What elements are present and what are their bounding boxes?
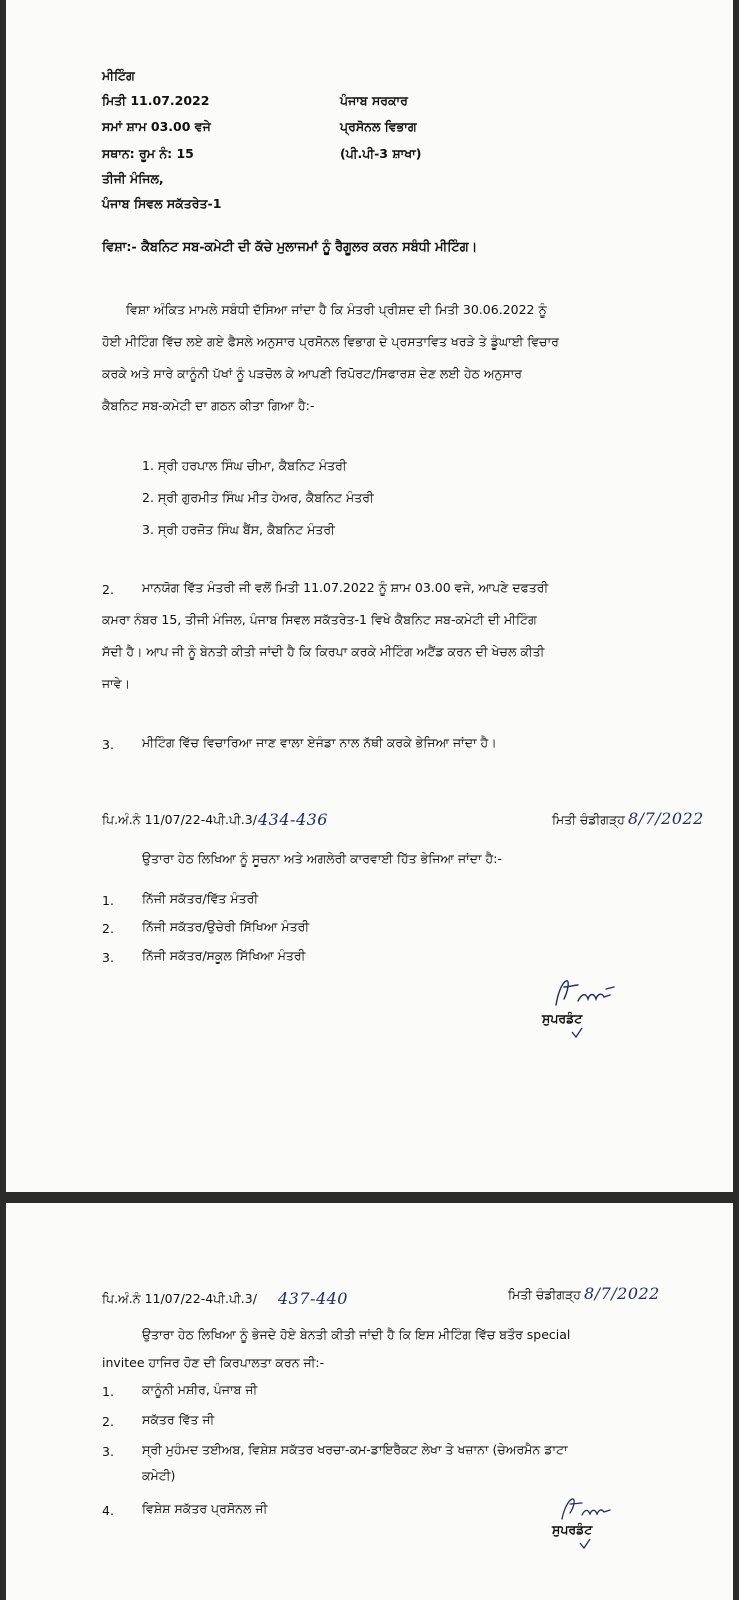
signature [556, 1495, 626, 1525]
recipient-text: ਨਿੱਜੀ ਸਕੱਤਰ/ਉਚੇਰੀ ਸਿੱਖਿਆ ਮੰਤਰੀ [142, 919, 310, 934]
signatory-title: ਸੁਪਰਡੰਟ [542, 1011, 583, 1026]
para2-line: ਸੱਦੀ ਹੈ। ਆਪ ਜੀ ਨੂੰ ਬੇਨਤੀ ਕੀਤੀ ਜਾਂਦੀ ਹੈ ਕਿ ਕਿਰਪਾ ਕਰਕੇ ਮੀਟਿੰਗ ਅਟੈਂਡ ਕਰਨ ਦੀ ਖੇਚਲ ਕੀਤੀ [102, 644, 545, 659]
para3-text: ਮੀਟਿੰਗ ਵਿੱਚ ਵਿਚਾਰਿਆ ਜਾਣ ਵਾਲਾ ਏਜੰਡਾ ਨਾਲ ਨੱਥੀ ਕਰਕੇ ਭੇਜਿਆ ਜਾਂਦਾ ਹੈ। [142, 735, 497, 750]
para2-line: ਜਾਵੇ। [102, 676, 130, 691]
check-mark [578, 1537, 592, 1551]
government-name: ਪੰਜਾਬ ਸਰਕਾਰ [340, 93, 408, 108]
invite-intro-line: invitee ਹਾਜਿਰ ਹੋਣ ਦੀ ਕਿਰਪਾਲਤਾ ਕਰਨ ਜੀ:- [102, 1355, 325, 1370]
endorsement-date-label: ਮਿਤੀ ਚੰਡੀਗੜ੍ਹ [552, 812, 625, 827]
para1-line: ਕੈਬਨਿਟ ਸਬ-ਕਮੇਟੀ ਦਾ ਗਠਨ ਕੀਤਾ ਗਿਆ ਹੈ:- [102, 398, 315, 413]
invitee-text: ਕਾਨੂੰਨੀ ਮਸ਼ੀਰ, ਪੰਜਾਬ ਜੀ [142, 1382, 258, 1397]
invitee-number: 1. [102, 1384, 114, 1399]
recipient-number: 2. [102, 921, 114, 936]
recipient-text: ਨਿੱਜੀ ਸਕੱਤਰ/ਸਕੂਲ ਸਿੱਖਿਆ ਮੰਤਰੀ [142, 948, 306, 963]
para2-number: 2. [102, 582, 114, 597]
meeting-building: ਪੰਜਾਬ ਸਿਵਲ ਸਕੱਤਰੇਤ-1 [102, 196, 222, 211]
document-page-2 [6, 1203, 733, 1600]
recipient-number: 3. [102, 950, 114, 965]
para3-number: 3. [102, 737, 114, 752]
recipient-number: 1. [102, 893, 114, 908]
meeting-time: ਸਮਾਂ ਸ਼ਾਮ 03.00 ਵਜੇ [102, 119, 211, 134]
committee-member: 1. ਸ੍ਰੀ ਹਰਪਾਲ ਸਿੰਘ ਚੀਮਾ, ਕੈਬਨਿਟ ਮੰਤਰੀ [142, 458, 347, 473]
meeting-place: ਸਥਾਨ: ਰੂਮ ਨੰ: 15 [102, 146, 194, 161]
invitee-number: 2. [102, 1414, 114, 1429]
invitee-text: ਵਿਸ਼ੇਸ਼ ਸਕੱਤਰ ਪ੍ਰਸੋਨਲ ਜੀ [142, 1501, 268, 1516]
invitee-text-continued: ਕਮੇਟੀ) [142, 1468, 176, 1483]
recipient-text: ਨਿੱਜੀ ਸਕੱਤਰ/ਵਿੱਤ ਮੰਤਰੀ [142, 891, 259, 906]
meeting-date: ਮਿਤੀ 11.07.2022 [102, 93, 210, 108]
subject-line: ਵਿਸ਼ਾ:- ਕੈਬਨਿਟ ਸਬ-ਕਮੇਟੀ ਦੀ ਕੱਚੇ ਮੁਲਾਜਮਾਂ ਨੂੰ ਰੈਗੂਲਰ ਕਰਨ ਸਬੰਧੀ ਮੀਟਿੰਗ। [102, 240, 478, 255]
meeting-title: ਮੀਟਿੰਗ [102, 68, 135, 83]
invitee-number: 4. [102, 1503, 114, 1518]
signatory-title: ਸੁਪਰਡੰਟ [552, 1522, 593, 1537]
endorsement-date-label: ਮਿਤੀ ਚੰਡੀਗੜ੍ਹ [508, 1287, 581, 1302]
endorsement-ref: ਪਿ.ਅੰ.ਨੰ 11/07/22-4ਪੀ.ਪੀ.3/ [102, 1291, 257, 1306]
meeting-floor: ਤੀਜੀ ਮੰਜਿਲ, [102, 171, 164, 186]
para2-line: ਕਮਰਾ ਨੰਬਰ 15, ਤੀਜੀ ਮੰਜਿਲ, ਪੰਜਾਬ ਸਿਵਲ ਸਕੱਤਰੇਤ-1 ਵਿਖੇ ਕੈਬਨਿਟ ਸਬ-ਕਮੇਟੀ ਦੀ ਮੀਟਿੰਗ [102, 612, 537, 627]
committee-member: 3. ਸ੍ਰੀ ਹਰਜੋਤ ਸਿੰਘ ਬੈਂਸ, ਕੈਬਨਿਟ ਮੰਤਰੀ [142, 522, 335, 537]
para2-line: ਮਾਨਯੋਗ ਵਿੱਤ ਮੰਤਰੀ ਜੀ ਵਲੋਂ ਮਿਤੀ 11.07.2022 ਨੂੰ ਸ਼ਾਮ 03.00 ਵਜੇ, ਆਪਣੇ ਦਫਤਰੀ [142, 580, 549, 595]
branch-name: (ਪੀ.ਪੀ-3 ਸ਼ਾਖਾ) [340, 146, 422, 161]
invite-intro-line: ਉਤਾਰਾ ਹੇਠ ਲਿਖਿਆ ਨੂੰ ਭੇਜਦੇ ਹੋਏ ਬੇਨਤੀ ਕੀਤੀ ਜਾਂਦੀ ਹੈ ਕਿ ਇਸ ਮੀਟਿੰਗ ਵਿੱਚ ਬਤੌਰ special [142, 1327, 571, 1342]
check-mark [570, 1026, 584, 1040]
para1-line: ਕਰਕੇ ਅਤੇ ਸਾਰੇ ਕਾਨੂੰਨੀ ਪੱਖਾਂ ਨੂੰ ਪੜਚੋਲ ਕੇ ਆਪਣੀ ਰਿਪੋਰਟ/ਸਿਫਾਰਸ਼ ਦੇਣ ਲਈ ਹੇਠ ਅਨੁਸਾਰ [102, 366, 523, 381]
endorsement-ref: ਪਿ.ਅੰ.ਨੰ 11/07/22-4ਪੀ.ਪੀ.3/ [102, 812, 257, 827]
committee-member: 2. ਸ੍ਰੀ ਗੁਰਮੀਤ ਸਿੰਘ ਮੀਤ ਹੇਅਰ, ਕੈਬਨਿਟ ਮੰਤਰੀ [142, 490, 374, 505]
endorsement-date-handwritten: 8/7/2022 [628, 809, 704, 828]
endorsement-ref-handwritten: 437-440 [278, 1289, 348, 1308]
invitee-number: 3. [102, 1444, 114, 1459]
department-name: ਪ੍ਰਸੋਨਲ ਵਿਭਾਗ [340, 119, 417, 134]
document-page-1 [6, 0, 733, 1192]
invitee-text: ਸਕੱਤਰ ਵਿੱਤ ਜੀ [142, 1412, 215, 1427]
endorsement-ref-handwritten: 434-436 [258, 810, 328, 829]
invitee-text: ਸ੍ਰੀ ਮੁਹੰਮਦ ਤਈਅਬ, ਵਿਸ਼ੇਸ਼ ਸਕੱਤਰ ਖਰਚਾ-ਕਮ-ਡਾਇਰੈਕਟ ਲੇਖਾ ਤੇ ਖਜ਼ਾਨਾ (ਚੇਅਰਮੈਨ ਡਾਟਾ [142, 1442, 568, 1457]
para1-line: ਵਿਸ਼ਾ ਅੰਕਿਤ ਮਾਮਲੇ ਸਬੰਧੀ ਦੱਸਿਆ ਜਾਂਦਾ ਹੈ ਕਿ ਮੰਤਰੀ ਪ੍ਰੀਸ਼ਦ ਦੀ ਮਿਤੀ 30.06.2022 ਨੂੰ [126, 302, 547, 317]
endorsement-intro: ਉਤਾਰਾ ਹੇਠ ਲਿਖਿਆ ਨੂੰ ਸੂਚਨਾ ਅਤੇ ਅਗਲੇਰੀ ਕਾਰਵਾਈ ਹਿੱਤ ਭੇਜਿਆ ਜਾਂਦਾ ਹੈ:- [142, 851, 502, 866]
para1-line: ਹੋਈ ਮੀਟਿੰਗ ਵਿੱਚ ਲਏ ਗਏ ਫੈਸਲੇ ਅਨੁਸਾਰ ਪ੍ਰਸੋਨਲ ਵਿਭਾਗ ਦੇ ਪ੍ਰਸਤਾਵਿਤ ਖਰੜੇ ਤੇ ਡੂੰਘਾਈ ਵਿਚਾਰ [102, 334, 559, 349]
endorsement-date-handwritten: 8/7/2022 [584, 1284, 660, 1303]
